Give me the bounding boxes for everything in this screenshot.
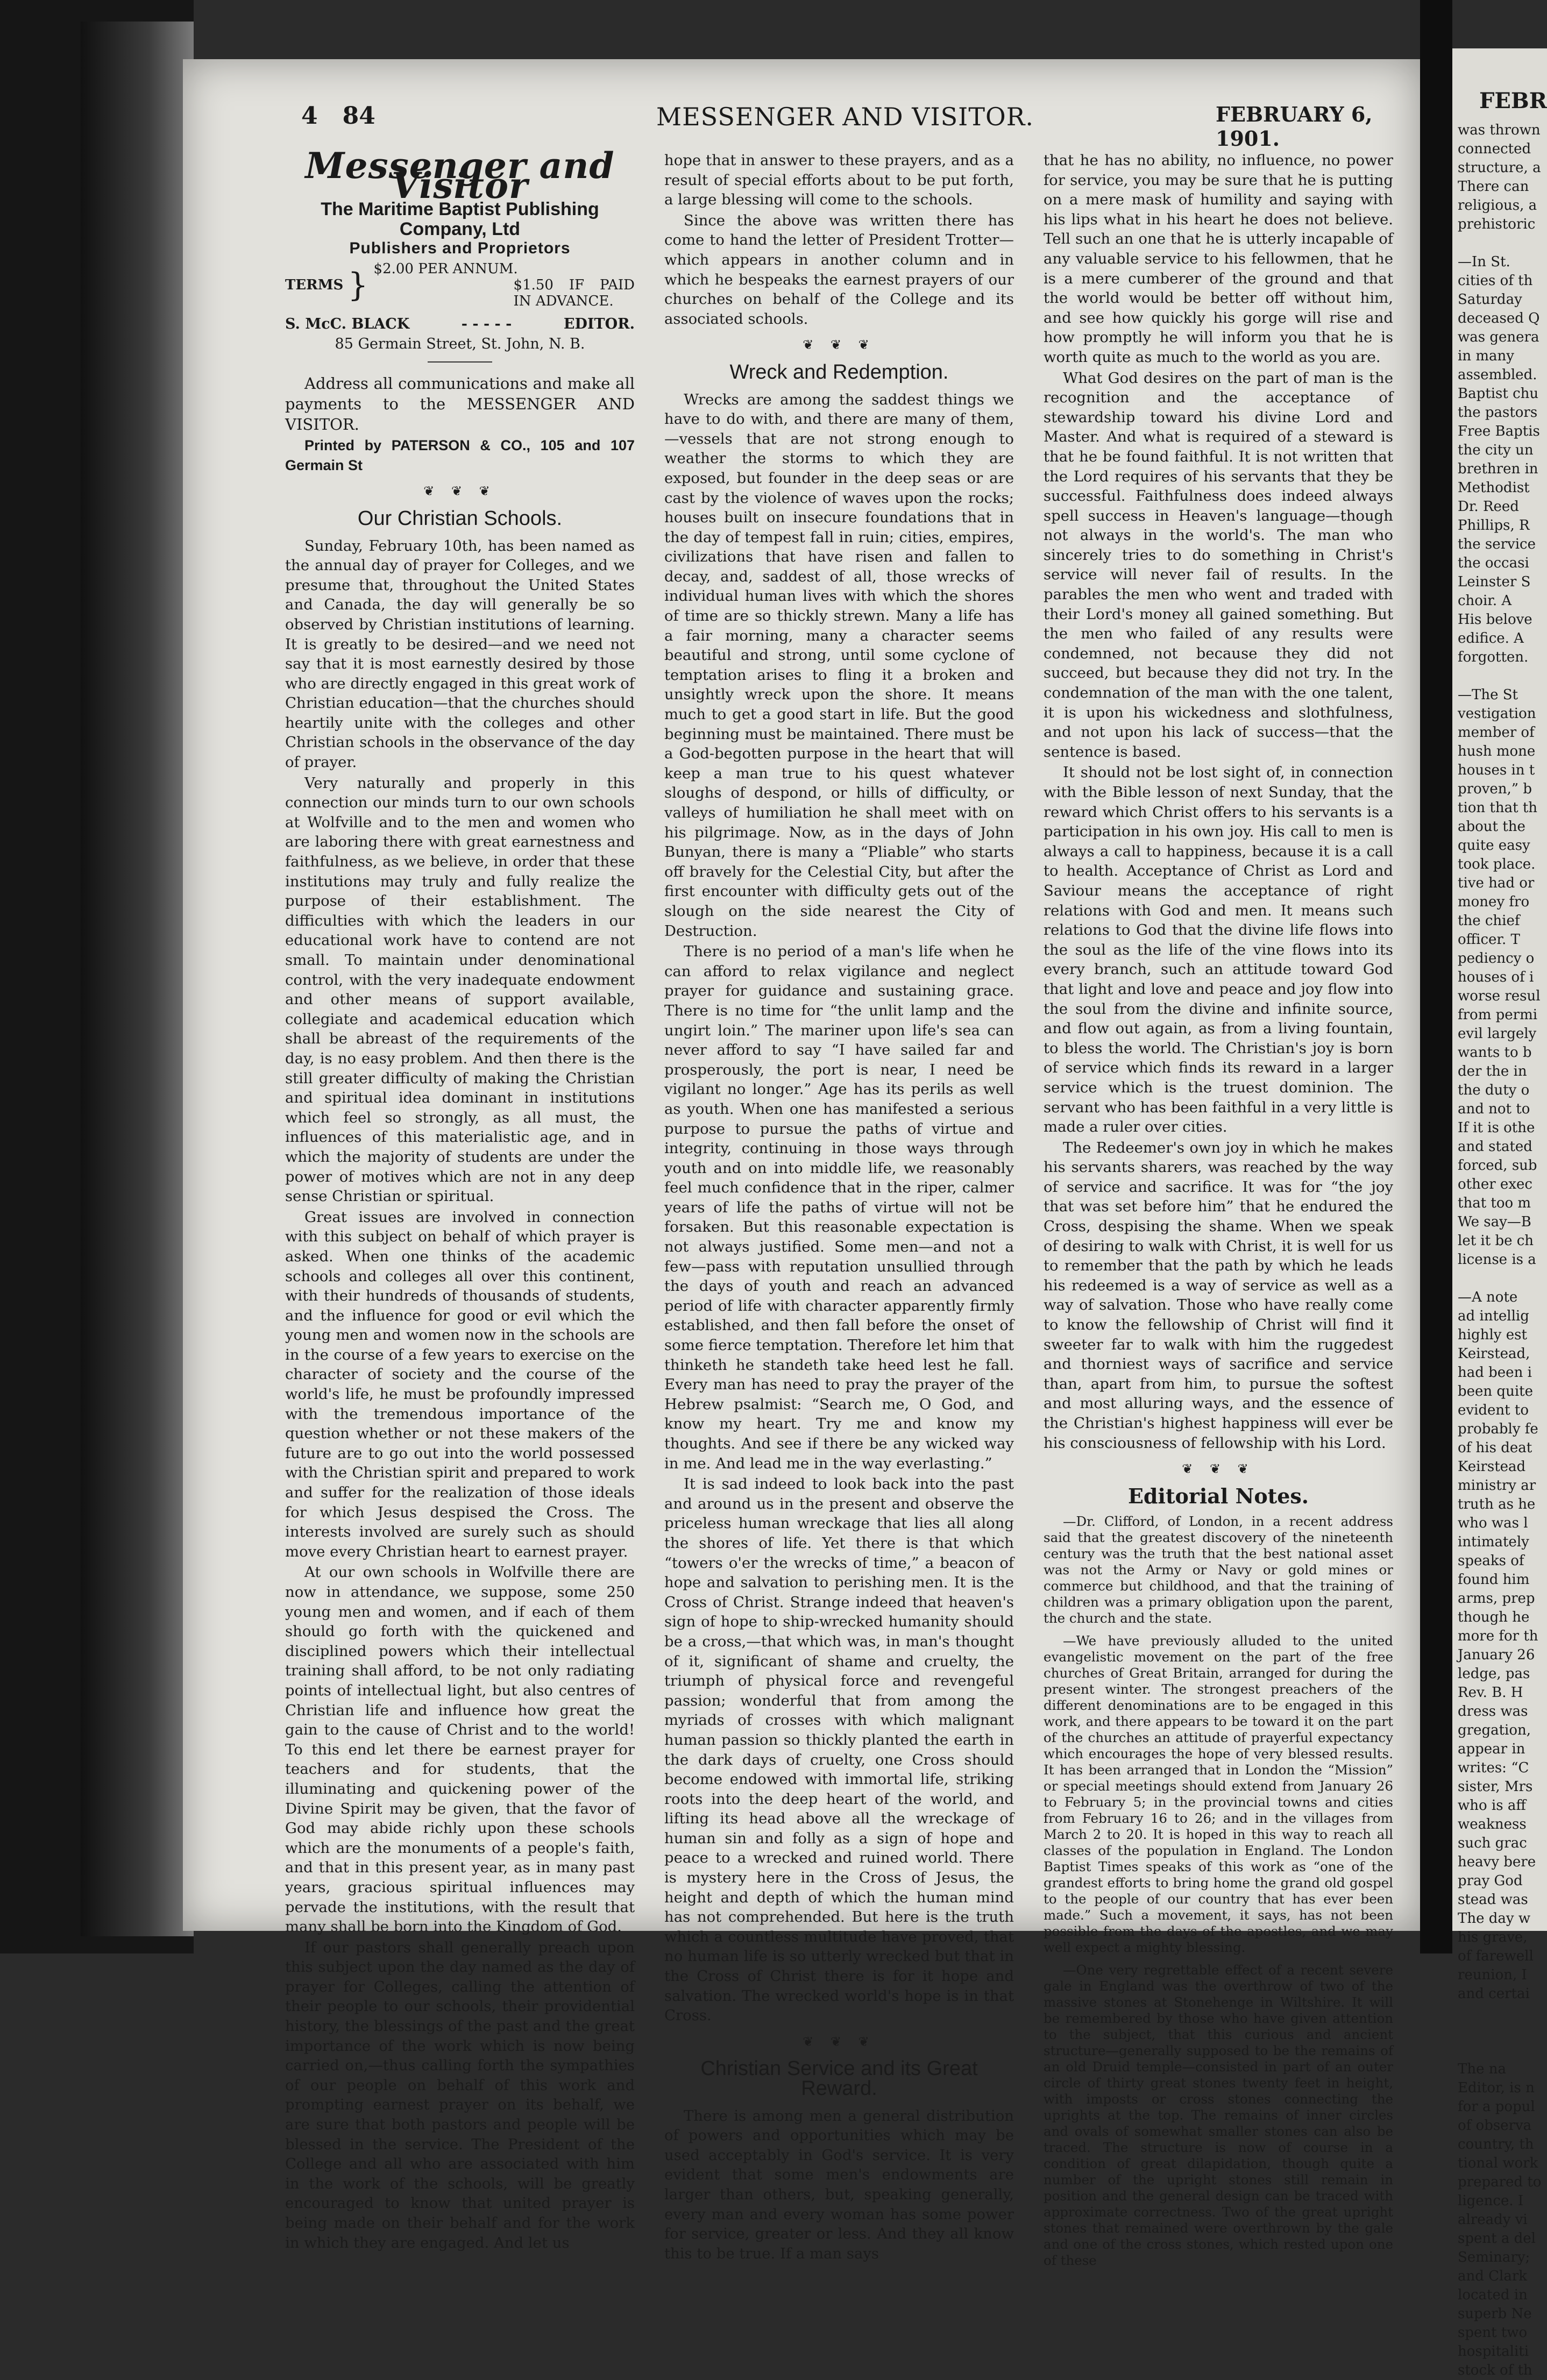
adjacent-line: proven,” b — [1458, 781, 1532, 797]
adjacent-line: —In St. — [1458, 254, 1510, 270]
adjacent-line: that too m — [1458, 1195, 1531, 1211]
adjacent-line: Dr. Reed — [1458, 499, 1519, 515]
adjacent-line: reunion, I — [1458, 1967, 1527, 1983]
issue-date: FEBRUARY 6, 1901. — [1216, 102, 1373, 151]
adjacent-line: brethren in — [1458, 461, 1538, 477]
article-title-service: Christian Service and its Great Reward. — [700, 2057, 978, 2100]
adjacent-line: worse resul — [1458, 988, 1541, 1004]
adjacent-line: evil largely — [1458, 1026, 1537, 1042]
divider — [428, 361, 492, 363]
paragraph: that he has no ability, no influence, no power for service, you may be sure that he is putting on a mere mask of humility and saying with his lips what in his heart he does not believe. Tell such an one that he is utterly incapable of any valuable service to his fellowmen, that he is a mere cumberer of the ground and that the world would be better off without him, and see how quickly his gorge will rise and how promptly he will inform you that he is worth quite as much to the world as you are. — [1044, 152, 1393, 366]
adjacent-line: ligence. I — [1458, 2193, 1524, 2209]
adjacent-line: —The St — [1458, 687, 1518, 703]
adjacent-line: Free Baptis — [1458, 423, 1540, 439]
column-1 — [285, 145, 635, 2251]
rate-advance: $1.50 IF PAID IN ADVANCE. — [513, 276, 635, 309]
adjacent-line: spent two — [1458, 2325, 1528, 2341]
adjacent-line: other exec — [1458, 1176, 1532, 1192]
article-title-christian-schools: Our Christian Schools. — [357, 507, 563, 530]
article-title-editorial-notes: Editorial Notes. — [1127, 1483, 1309, 1508]
editor-name: S. McC. BLACK — [285, 315, 410, 332]
adjacent-line — [1458, 2004, 1544, 2022]
page-number: 4 84 — [301, 102, 375, 130]
paragraph: hope that in answer to these prayers, and as a result of special efforts about to be put forth, a large blessing will come to the schools. — [664, 152, 1014, 209]
editorial-notes — [1044, 1514, 1393, 2269]
adjacent-line — [1458, 667, 1544, 686]
terms-label: TERMS — [285, 276, 344, 293]
adjacent-line: prehistoric — [1458, 216, 1536, 232]
paragraph: At our own schools in Wolfville there are now in attendance, we suppose, some 250 young men and women, and if each of them should go forth with the quickened and disciplined powers which their intellectual training shall afford, to be not only radiating points of intellectual light, but also centres of Christian life and influence how great the gain to the cause of Christ and to the world! To this end let there be earnest prayer for teachers and for students, that the illuminating and quickening power of the Divine Spirit may be given, that the favor of God may abide richly upon these schools which are the monuments of a people's faith, and that in this present year, as in many past years, gracious spiritual influences may pervade the institutions, with the result that many shall be born into the Kingdom of God. — [285, 1564, 635, 1936]
article-title-wreck: Wreck and Redemption. — [729, 360, 949, 383]
adjacent-line: let it be ch — [1458, 1233, 1534, 1249]
editor-dashes: - - - - - — [461, 315, 512, 332]
adjacent-line: tional work — [1458, 2155, 1538, 2171]
adjacent-line: The day w — [1458, 1910, 1531, 1927]
adjacent-line: pray God — [1458, 1873, 1523, 1889]
adjacent-line: stead was — [1458, 1892, 1528, 1908]
adjacent-line: the chief — [1458, 913, 1520, 929]
ornament: ❦ ❦ ❦ — [423, 484, 496, 499]
adjacent-line: We say—B — [1458, 1214, 1531, 1230]
ornament: ❦ ❦ ❦ — [803, 337, 876, 353]
editor-line — [285, 315, 635, 335]
adjacent-line: truth as he — [1458, 1496, 1536, 1512]
adjacent-line: member of — [1458, 724, 1535, 741]
adjacent-line: appear in — [1458, 1741, 1525, 1757]
printer-credit: Printed by PATERSON & CO., 105 and 107 Germain St — [285, 437, 635, 473]
adjacent-line: prepared to — [1458, 2174, 1542, 2190]
adjacent-line — [1458, 2022, 1544, 2041]
adjacent-line: pediency o — [1458, 950, 1535, 967]
adjacent-line: intimately — [1458, 1534, 1529, 1550]
adjacent-line: his grave, — [1458, 1929, 1528, 1945]
paragraph: Sunday, February 10th, has been named as the annual day of prayer for Colleges, and we presume that, throughout the United States and Canada, the day will generally be so observed by Christian institutions of learning. It is greatly to be desired—and we need not say that it is most earnestly desired by those who are directly engaged in this great work of Christian education—that the churches should heartily unite with the colleges and other Christian schools in the observance of the day of prayer. — [285, 537, 635, 771]
adjacent-line — [1458, 2041, 1544, 2060]
adjacent-line: choir. A — [1458, 593, 1512, 609]
adjacent-line: license is a — [1458, 1252, 1536, 1268]
adjacent-line: highly est — [1458, 1327, 1527, 1343]
adjacent-line: probably fe — [1458, 1421, 1538, 1437]
adjacent-line: Leinster S — [1458, 574, 1531, 590]
masthead-title: Messenger and Visitor — [305, 145, 615, 207]
adjacent-lines — [1458, 121, 1544, 2380]
address-note: Address all communications and make all payments to the MESSENGER AND VISITOR. — [285, 374, 635, 434]
adjacent-line: assembled. — [1458, 367, 1537, 383]
adjacent-line: was thrown — [1458, 122, 1541, 138]
adjacent-line: more for th — [1458, 1628, 1538, 1644]
rate-annual: $2.00 PER ANNUM. — [373, 260, 518, 277]
rates — [374, 261, 635, 309]
adjacent-line: Phillips, R — [1458, 517, 1530, 534]
book-binding-left — [0, 0, 194, 1953]
adjacent-line: Methodist — [1458, 480, 1530, 496]
adjacent-line: had been i — [1458, 1365, 1532, 1381]
adjacent-line: been quite — [1458, 1383, 1533, 1399]
adjacent-line: cities of th — [1458, 273, 1533, 289]
adjacent-line: religious, a — [1458, 197, 1537, 214]
adjacent-line: ad intellig — [1458, 1308, 1529, 1324]
adjacent-line: His belove — [1458, 612, 1532, 628]
adjacent-line: connected — [1458, 141, 1531, 157]
adjacent-line: of observa — [1458, 2118, 1532, 2134]
adjacent-line: superb Ne — [1458, 2306, 1532, 2322]
adjacent-line: country, th — [1458, 2136, 1534, 2152]
adjacent-line — [1458, 234, 1544, 253]
adjacent-line: gregation, — [1458, 1722, 1531, 1738]
paragraph: Wrecks are among the saddest things we have to do with, and there are many of them,—vessels that are not strong enough to weather the storms to which they are exposed, but founder in the deep seas or are cast by the violence of waves upon the rocks; houses built on insecure foundations that in the day of tempest fall in ruin; cities, empires, civilizations that have risen and fallen to decay, and, saddest of all, those wrecks of individual human lives with which the shores of time are so thickly strewn. Many a life has a fair morning, many a character seems beautiful and strong, until some cyclone of temptation arises to fling it a broken and unsightly wreck upon the shore. It means much to get a good start in life. But the good beginning must be maintained. There must be a God-begotten purpose in the heart that will keep a man true to his quest whatever sloughs of despond, or hills of difficulty, or valleys of humiliation he shall meet with on his pilgrimage. Now, as in the days of John Bunyan, there is many a “Pliable” who starts off bravely for the Celestial City, but after the first encounter with difficulty gets out of the slough on the side nearest the City of Destruction. — [664, 390, 1014, 940]
adjacent-line: The na — [1458, 2061, 1506, 2077]
adjacent-line: found him — [1458, 1572, 1530, 1588]
adjacent-line: the city un — [1458, 442, 1534, 458]
paragraph: There is among men a general distribution of powers and opportunities which may be used acceptably in God's service. It is very evident that some men's endowments are larger than others, but, speaking generally, every man and every woman has some power for service, greater or less. And they all know this to be true. If a man says — [664, 2107, 1014, 2262]
adjacent-line: spent a del — [1458, 2230, 1536, 2247]
adjacent-line: Saturday — [1458, 292, 1522, 308]
newspaper-page — [183, 59, 1420, 2269]
note-paragraph: —One very regrettable effect of a recent severe gale in England was the overthrow of two of the massive stones at Stonehenge in Wiltshire. It will be remembered by those who have given attention to the subject, that this curious and ancient structure—generally supposed to be the remains of an old Druid temple—consisted in part of an outer circle of thirty great stones twenty feet in height, with imposts or cross stones connecting the uprights at the top. The remains of inner circles and ovals of somewhat smaller stones can also be traced. The structure is now of course in a condition of great dilapidation, though quite a number of the upright stones still remain in position and the general design can be traced with approximate correctness. Two of the great upright stones that remained were overthrown by the gale and one of the cross stones, which rested upon one of these — [1044, 1962, 1393, 2269]
adjacent-line: forced, sub — [1458, 1157, 1537, 1174]
adjacent-line: of his deat — [1458, 1440, 1532, 1456]
adjacent-line: structure, a — [1458, 160, 1541, 176]
adjacent-line: houses in t — [1458, 762, 1535, 778]
adjacent-line: writes: “C — [1458, 1760, 1529, 1776]
adjacent-line: for a popul — [1458, 2099, 1535, 2115]
adjacent-line: and stated — [1458, 1139, 1532, 1155]
adjacent-line: hospitaliti — [1458, 2343, 1529, 2360]
adjacent-line: Rev. B. H — [1458, 1685, 1523, 1701]
brace-glyph: } — [347, 266, 368, 304]
book-binding-gutter — [1420, 0, 1452, 1953]
adjacent-line: about the — [1458, 819, 1525, 835]
page-curl — [81, 22, 194, 1936]
publisher-subtitle: Publishers and Proprietors — [349, 239, 571, 258]
adjacent-line: Keirstead — [1458, 1459, 1526, 1475]
adjacent-line: edifice. A — [1458, 630, 1524, 646]
column-3 — [1044, 151, 1393, 2269]
column-2 — [664, 151, 1014, 2262]
adjacent-line: and Clark — [1458, 2268, 1528, 2284]
adjacent-line: ledge, pas — [1458, 1666, 1530, 1682]
adjacent-line: arms, prep — [1458, 1590, 1535, 1607]
adjacent-line: houses of i — [1458, 969, 1534, 985]
adjacent-line: heavy bere — [1458, 1854, 1536, 1870]
note-paragraph: —We have previously alluded to the united evangelistic movement on the part of the free churches of Great Britain, arranged for during the present winter. The strongest preachers of the different denominations are to be engaged in this work, and there appears to be toward it on the part of the churches an attitude of prayerful expectancy which encourages the hope of very blessed results. It has been arranged that in London the “Mission” or special meetings should extend from January 26 to February 5; in the provincial towns and cities from February 16 to 26; and in the villages from March 2 to 20. It is hoped in this way to reach all classes of the population in England. The London Baptist Times speaks of this work as “one of the grandest efforts to bring home the grand old gospel to the people of our country that has ever been made.” Such a movement, it says, has not been possible from the days of the apostles, and we may well expect a mighty blessing. — [1044, 1633, 1393, 1956]
adjacent-line: wants to b — [1458, 1045, 1532, 1061]
paragraph: If our pastors shall generally preach upon this subject upon the day named as the day of prayer for Colleges, calling the attention of their people to our schools, their providential history, the blessings of the past and the great importance of the work which is now being carried on,—thus calling forth the sympathies of our people on behalf of this work and prompting earnest prayer on its behalf, we are sure that both pastors and people will be blessed in the service. The President of the College and all who are associated with him in the work of the schools, will be greatly encouraged to know that united prayer is being made on their behalf and for the work in which they are engaged. And let us — [285, 1938, 635, 2251]
adjacent-line — [1458, 1269, 1544, 1288]
adjacent-line: and not to — [1458, 1101, 1530, 1117]
adjacent-line: such grac — [1458, 1835, 1527, 1851]
adjacent-line: located in — [1458, 2287, 1528, 2303]
adjacent-line: quite easy — [1458, 837, 1530, 854]
adjacent-line: Seminary; — [1458, 2249, 1530, 2265]
adjacent-line: money fro — [1458, 894, 1530, 910]
adjacent-line: deceased Q — [1458, 310, 1540, 326]
adjacent-line: in many — [1458, 348, 1514, 364]
adjacent-line: —A note — [1458, 1289, 1518, 1305]
adjacent-line: was genera — [1458, 329, 1539, 345]
paragraph: Great issues are involved in connection with this subject on behalf of which prayer is asked. When one thinks of the academic schools and colleges all over this continent, with their hundreds of thousands of students, and the influence for good or evil which the young men and women now in the schools are in the course of a few years to exercise on the character of society and the course of the world's life, he must be profoundly impressed with the tremendous importance of the question whether or not these makers of the future are to go out into the world possessed with the Christian spirit and prepared to work and suffer for the realization of those ideals for which Jesus despised the Cross. The interests involved are surely such as should move every Christian heart to earnest prayer. — [285, 1208, 635, 1560]
adjacent-line: who was l — [1458, 1515, 1528, 1531]
adjacent-line: from permi — [1458, 1007, 1538, 1023]
adjacent-line: January 26 — [1458, 1647, 1535, 1663]
adjacent-header: FEBR — [1479, 88, 1547, 113]
paragraph: Very naturally and properly in this connection our minds turn to our own schools at Wolfville and to the men and women who are laboring there with great earnestness and faithfulness, as we believe, in order that these institutions may truly and fully realize the purpose of their establishment. The difficulties with which the leaders in our educational work have to contend are not small. To maintain under denominational control, with the very inadequate endowment and other means of support available, collegiate and academical education which shall be abreast of the requirements of the day, is no easy problem. And then there is the still greater difficulty of making the Christian and spiritual idea dominant in institutions which feel so strongly, as all must, the influences of this materialistic age, and in which the majority of students are under the power of motives which are not in any deep sense Christian or spiritual. — [285, 774, 635, 1205]
adjacent-line: hush mone — [1458, 743, 1536, 759]
adjacent-line: There can — [1458, 179, 1529, 195]
adjacent-line: the pastors — [1458, 404, 1538, 421]
adjacent-line: tion that th — [1458, 800, 1538, 816]
adjacent-line: Baptist chu — [1458, 386, 1539, 402]
paragraph: The Redeemer's own joy in which he makes his servants sharers, was reached by the way of service and sacrifice. It was for “the joy that was set before him” that he endured the Cross, despising the shame. When we speak of desiring to walk with Christ, it is well for us to remember that the path by which he leads his redeemed is a way of service as well as a way of salvation. Those who have really come to know the fellowship of Christ will find it sweeter far to walk with him the ruggedest and thorniest ways of sacrifice and service than, apart from him, to pursue the softest and most alluring ways, and the essence of the Christian's highest happiness will ever be his consciousness of fellowship with his Lord. — [1044, 1139, 1393, 1452]
adjacent-line: and certai — [1458, 1986, 1530, 2002]
adjacent-line: forgotten. — [1458, 649, 1529, 665]
adjacent-line: already vi — [1458, 2212, 1528, 2228]
adjacent-line: If it is othe — [1458, 1120, 1535, 1136]
adjacent-line: ministry ar — [1458, 1477, 1536, 1494]
adjacent-line: who is aff — [1458, 1798, 1526, 1814]
subscription-terms — [285, 261, 635, 309]
adjacent-line: dress was — [1458, 1703, 1528, 1720]
editor-role: EDITOR. — [563, 315, 635, 332]
adjacent-line: of farewell — [1458, 1948, 1534, 1964]
adjacent-line: stock of th — [1458, 2362, 1532, 2378]
paragraph: It is sad indeed to look back into the past and around us in the present and observe the priceless human wreckage that lies all along the shores of life. Yet there is that which “towers o'er the wrecks of time,” a beacon of hope and salvation to perishing men. It is the Cross of Christ. Strange indeed that heaven's sign of hope to ship-wrecked humanity should be a cross,—that which was, in man's thought of it, significant of shame and cruelty, the triumph of physical force and revengeful passion; wonderful that from among the myriads of crosses with which malignant human passion so thickly planted the earth in the dark days of cruelty, one Cross should become endowed with immortal life, striking roots into the deep heart of the world, and lifting its head above all the wreckage of human sin and folly as a sign of hope and peace to a wrecked and ruined world. There is mystery here in the Cross of Jesus, the height and depth of which the human mind has not comprehended. But here is the truth which a countless multitude have proved, that no human life is so utterly wrecked but that in the Cross of Christ there is for it hope and salvation. The wrecked world's hope is in that Cross. — [664, 1475, 1014, 2024]
adjacent-line: Editor, is n — [1458, 2080, 1535, 2096]
ornament: ❦ ❦ ❦ — [1182, 1461, 1255, 1477]
adjacent-line: vestigation — [1458, 706, 1536, 722]
adjacent-line: though he — [1458, 1609, 1530, 1625]
adjacent-page-fragment — [1452, 48, 1547, 2378]
ornament: ❦ ❦ ❦ — [803, 2034, 876, 2049]
adjacent-line: the duty o — [1458, 1082, 1530, 1098]
adjacent-line: Keirstead, — [1458, 1346, 1530, 1362]
adjacent-column — [1458, 88, 1547, 2380]
publisher-company: The Maritime Baptist Publishing Company, Ltd — [321, 199, 599, 239]
paragraph: It should not be lost sight of, in connection with the Bible lesson of next Sunday, that the reward which Christ offers to his servants is a participation in his own joy. His call to men is always a call to happiness, because it is a call to health. Acceptance of Christ as Lord and Saviour means the acceptance of right relations with God and men. It means such relations to God that the divine life flows into the soul as the life of the vine flows into its every branch, such an attitude toward God that light and love and peace and joy flow into the soul from the divine and infinite source, and flow out again, as from a living fountain, to bless the world. The Christian's joy is born of service which finds its reward in a larger service which is the truest dominion. The servant who has been faithful in a very little is made a ruler over cities. — [1044, 764, 1393, 1136]
adjacent-line: speaks of — [1458, 1553, 1524, 1569]
paragraph: What God desires on the part of man is the recognition and the acceptance of stewardship toward his divine Lord and Master. And what is required of a steward is that he be found faithful. It is not written that the Lord requires of his servants that they be successful. Faithfulness does indeed always spell success in Heaven's language—though not always in the world's. The man who sincerely tries to do something in Christ's service will never fail of results. In the parables the men who went and traded with their Lord's money all gained something. But the men who failed of any results were condemned, not because they did not succeed, but because they did not try. In the condemnation of the man with the one talent, it is upon his wickedness and slothfulness, and not upon his lack of success—that the sentence is based. — [1044, 369, 1393, 761]
adjacent-line: evident to — [1458, 1402, 1529, 1418]
adjacent-line: the service — [1458, 536, 1536, 552]
editor-address: 85 Germain Street, St. John, N. B. — [335, 335, 585, 352]
adjacent-line: der the in — [1458, 1063, 1527, 1079]
paragraph: There is no period of a man's life when he can afford to relax vigilance and neglect prayer for guidance and sustaining grace. There is no time for “the unlit lamp and the ungirt loin.” The mariner upon life's sea can never afford to say “I have sailed far and prosperously, the port is near, I need be vigilant no longer.” Age has its perils as well as youth. When one has manifested a serious purpose to pursue the paths of virtue and integrity, continuing in those ways through youth and on into middle life, we reasonably feel much confidence that in the riper, calmer years of life the paths of virtue will not be forsaken. But this reasonable expectation is not always justified. Some men—and not a few—pass with reputation unsullied through the days of youth and reach an advanced period of life with character apparently firmly established, and then fall before the onset of some fierce temptation. Therefore let him that thinketh he standeth take heed lest he fall. Every man has need to pray the prayer of the Hebrew psalmist: “Search me, O God, and know my heart. Try me and know my thoughts. And see if there be any wicked way in me. And lead me in the way everlasting.” — [664, 943, 1014, 1472]
page-header — [183, 102, 1420, 151]
adjacent-line: officer. T — [1458, 932, 1520, 948]
adjacent-line: weakness — [1458, 1816, 1527, 1832]
note-paragraph: —Dr. Clifford, of London, in a recent address said that the greatest discovery of the nineteenth century was the truth that the best national asset was not the Army or Navy or gold mines or commerce but childhood, and that the training of children was a primary obligation upon the parent, the church and the state. — [1044, 1514, 1393, 1626]
adjacent-line: tive had or — [1458, 875, 1535, 891]
paragraph: Since the above was written there has come to hand the letter of President Trotter—which appears in another column and in which he bespeaks the earnest prayers of our churches on behalf of the College and its associated schools. — [664, 211, 1014, 328]
running-title: MESSENGER AND VISITOR. — [656, 102, 1034, 131]
adjacent-line: the occasi — [1458, 555, 1529, 571]
adjacent-line: took place. — [1458, 856, 1536, 872]
adjacent-line: sister, Mrs — [1458, 1779, 1533, 1795]
